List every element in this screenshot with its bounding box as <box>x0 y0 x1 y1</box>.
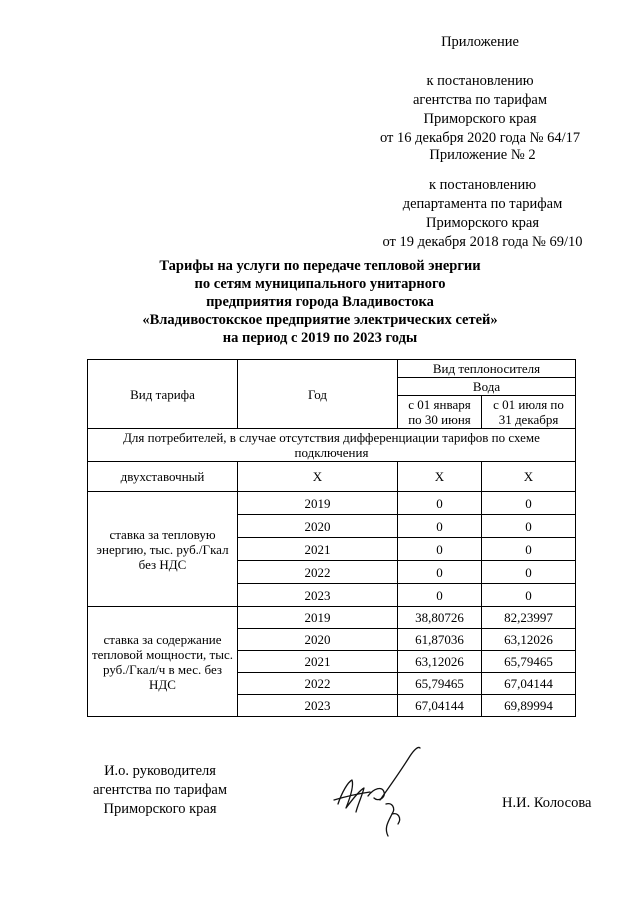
appendix-2-line: департамента по тарифам <box>402 196 563 212</box>
cell-year: 2021 <box>238 651 398 673</box>
signatory-position-line: И.о. руководителя <box>104 763 216 779</box>
cell-value-1: 0 <box>398 538 482 561</box>
cell-value-1: 67,04144 <box>398 695 482 717</box>
cell-value-2: 0 <box>482 492 576 515</box>
table-row <box>88 607 576 629</box>
cell-value-2: 0 <box>482 561 576 584</box>
cell-year: 2022 <box>238 673 398 695</box>
cell-year: 2023 <box>238 695 398 717</box>
appendix-2-line: к постановлению <box>428 177 537 193</box>
cell-value-2: 69,89994 <box>482 695 576 717</box>
cell-value-1: 61,87036 <box>398 629 482 651</box>
appendix-1-line: агентства по тарифам <box>413 92 547 108</box>
header-period-1: с 01 января по 30 июня <box>398 396 482 429</box>
header-water: Вода <box>398 378 576 396</box>
appendix-2-line: от 19 декабря 2018 года № 69/10 <box>382 234 583 250</box>
cell-year: 2022 <box>238 561 398 584</box>
table-header-row <box>88 360 576 378</box>
appendix-1-heading: Приложение <box>441 34 519 50</box>
title-line: по сетям муниципального унитарного <box>194 276 446 292</box>
table-row <box>88 492 576 515</box>
cell-value-1: 0 <box>398 584 482 607</box>
signatory-name: Н.И. Колосова <box>502 795 592 811</box>
title-line: на период с 2019 по 2023 годы <box>222 330 418 346</box>
cell-value-2: 0 <box>482 538 576 561</box>
title-line: «Владивостокское предприятие электрических сетей» <box>142 312 498 328</box>
cell-value-1: 0 <box>398 515 482 538</box>
cell-value-2: 65,79465 <box>482 651 576 673</box>
cell-value-1: 38,80726 <box>398 607 482 629</box>
cell-year: 2023 <box>238 584 398 607</box>
header-period-2: с 01 июля по 31 декабря <box>482 396 576 429</box>
group-label: ставка за содержание тепловой мощности, тыс. руб./Гкал/ч в мес. без НДС <box>88 607 238 717</box>
appendix-1-line: от 16 декабря 2020 года № 64/17 <box>380 130 581 146</box>
appendix-2-block <box>365 146 600 252</box>
group-label: ставка за тепловую энергию, тыс. руб./Гкал без НДС <box>88 492 238 607</box>
cell-value-1: 65,79465 <box>398 673 482 695</box>
cell-year: 2021 <box>238 538 398 561</box>
appendix-2-line: Приморского края <box>425 215 539 231</box>
header-year: Год <box>238 360 398 429</box>
cell-value-2: 0 <box>482 515 576 538</box>
consumers-note: Для потребителей, в случае отсутствия дифференциации тарифов по схеме подключения <box>88 429 576 462</box>
table-row <box>88 429 576 462</box>
cell-year: 2019 <box>238 607 398 629</box>
signatory-position <box>85 762 235 819</box>
title-line: Тарифы на услуги по передаче тепловой энергии <box>159 258 481 274</box>
cell-value-2: 82,23997 <box>482 607 576 629</box>
two-part-value-2: X <box>482 462 576 492</box>
cell-value-2: 0 <box>482 584 576 607</box>
cell-year: 2020 <box>238 629 398 651</box>
appendix-1-line: к постановлению <box>426 73 534 89</box>
handwritten-signature <box>330 742 440 842</box>
cell-year: 2020 <box>238 515 398 538</box>
two-part-value-1: X <box>398 462 482 492</box>
two-part-year: X <box>238 462 398 492</box>
cell-year: 2019 <box>238 492 398 515</box>
appendix-1-block <box>380 33 580 148</box>
document-title <box>60 257 580 347</box>
signatory-position-line: агентства по тарифам <box>93 782 227 798</box>
table-row <box>88 462 576 492</box>
title-line: предприятия города Владивостока <box>206 294 434 310</box>
two-part-label: двухставочный <box>88 462 238 492</box>
cell-value-1: 0 <box>398 561 482 584</box>
header-carrier: Вид теплоносителя <box>398 360 576 378</box>
header-tariff-type: Вид тарифа <box>88 360 238 429</box>
cell-value-1: 63,12026 <box>398 651 482 673</box>
appendix-2-heading: Приложение № 2 <box>429 147 536 163</box>
appendix-1-line: Приморского края <box>423 111 537 127</box>
cell-value-2: 63,12026 <box>482 629 576 651</box>
cell-value-1: 0 <box>398 492 482 515</box>
signatory-position-line: Приморского края <box>103 801 217 817</box>
tariff-table <box>87 359 576 717</box>
cell-value-2: 67,04144 <box>482 673 576 695</box>
